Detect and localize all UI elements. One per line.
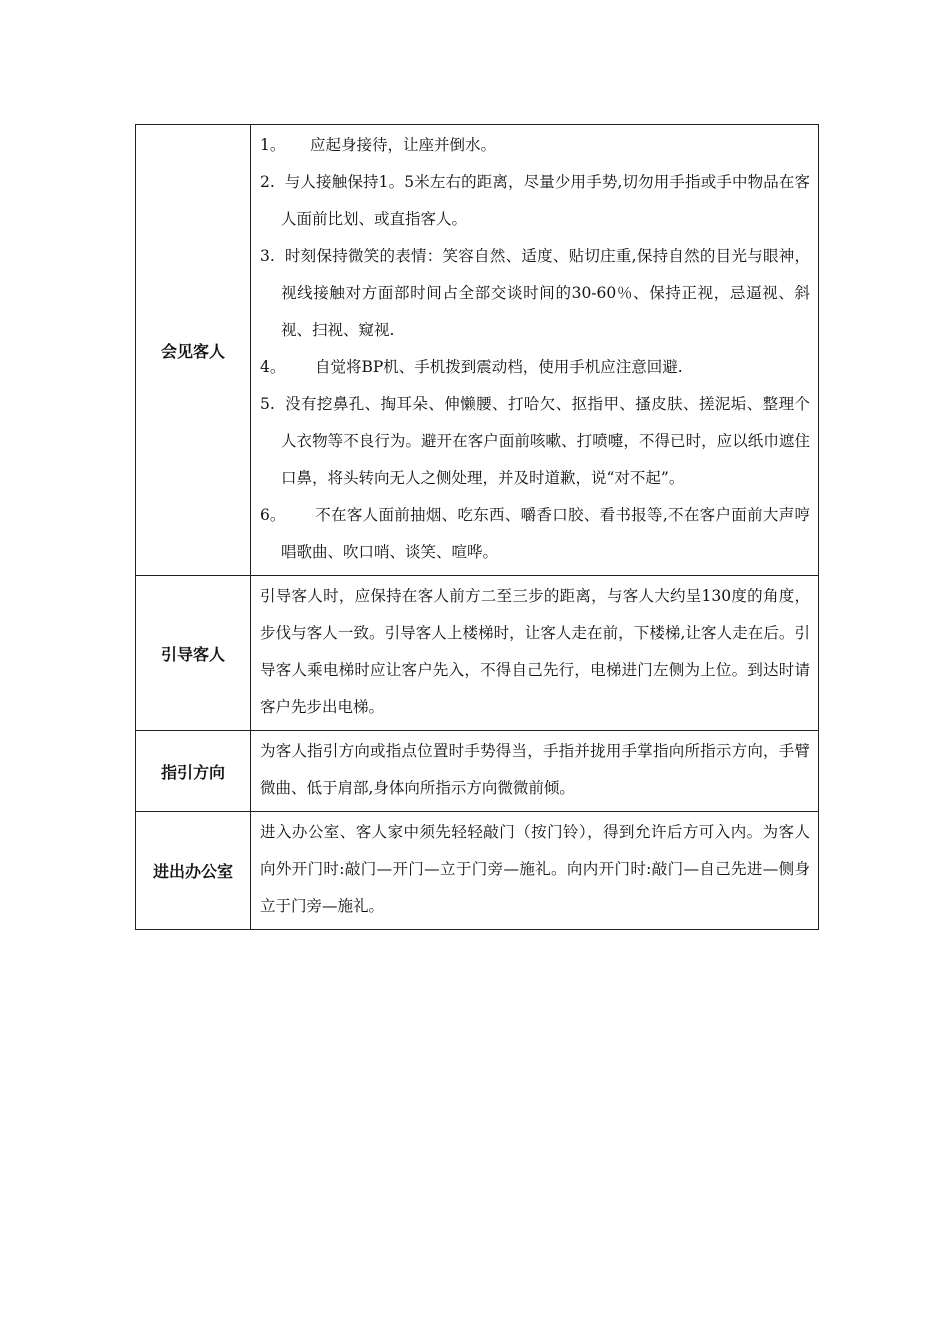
row-label: 指引方向 — [136, 731, 251, 812]
row-content — [251, 731, 819, 812]
item-text: 与人接触保持1。5米左右的距离，尽量少用手势,切勿用手指或手中物品在客人面前比划、或直指客人。 — [281, 173, 810, 228]
item-number: 3. — [260, 247, 275, 265]
item-text: 不在客人面前抽烟、吃东西、嚼香口胶、看书报等,不在客户面前大声哼唱歌曲、吹口哨、谈笑、喧哗。 — [281, 506, 810, 561]
item-text: 时刻保持微笑的表情：笑容自然、适度、贴切庄重,保持自然的目光与眼神，视线接触对方面部时间占全部交谈时间的30-60％、保持正视，忌逼视、斜视、扫视、窥视. — [281, 247, 810, 339]
list-item — [260, 349, 810, 386]
list-item — [260, 127, 810, 164]
item-number: 1。 — [260, 136, 286, 154]
item-text: 自觉将BP机、手机拨到震动档，使用手机应注意回避. — [314, 358, 683, 376]
row-label: 进出办公室 — [136, 812, 251, 930]
etiquette-table — [135, 124, 819, 930]
list-item — [260, 238, 810, 349]
row-paragraph: 进入办公室、客人家中须先轻轻敲门（按门铃），得到允许后方可入内。为客人向外开门时:敲门—开门—立于门旁—施礼。向内开门时:敲门—自己先进—侧身立于门旁—施礼。 — [260, 823, 810, 915]
list-item — [260, 164, 810, 238]
item-number: 4。 — [260, 358, 286, 376]
item-number: 5. — [260, 395, 275, 413]
list-item — [260, 497, 810, 571]
table-row-meeting-guests — [136, 125, 819, 576]
row-content — [251, 125, 819, 576]
item-text: 应起身接待，让座并倒水。 — [310, 136, 497, 154]
table-row-office-entry — [136, 812, 819, 930]
table-row-guiding-guests — [136, 576, 819, 731]
row-label: 引导客人 — [136, 576, 251, 731]
item-number: 6。 — [260, 506, 286, 524]
table-row-directions — [136, 731, 819, 812]
item-text: 没有挖鼻孔、掏耳朵、伸懒腰、打哈欠、抠指甲、搔皮肤、搓泥垢、整理个人衣物等不良行为。避开在客户面前咳嗽、打喷嚏，不得已时，应以纸巾遮住口鼻，将头转向无人之侧处理，并及时道歉，说“对不起”。 — [281, 395, 810, 487]
list-item — [260, 386, 810, 497]
row-paragraph: 引导客人时，应保持在客人前方二至三步的距离，与客人大约呈130度的角度，步伐与客人一致。引导客人上楼梯时，让客人走在前，下楼梯,让客人走在后。引导客人乘电梯时应让客户先入，不得自己先行，电梯进门左侧为上位。到达时请客户先步出电梯。 — [260, 587, 810, 716]
row-content — [251, 576, 819, 731]
row-content — [251, 812, 819, 930]
row-paragraph: 为客人指引方向或指点位置时手势得当，手指并拢用手掌指向所指示方向，手臂微曲、低于肩部,身体向所指示方向微微前倾。 — [260, 742, 810, 797]
row-label: 会见客人 — [136, 125, 251, 576]
item-number: 2. — [260, 173, 275, 191]
